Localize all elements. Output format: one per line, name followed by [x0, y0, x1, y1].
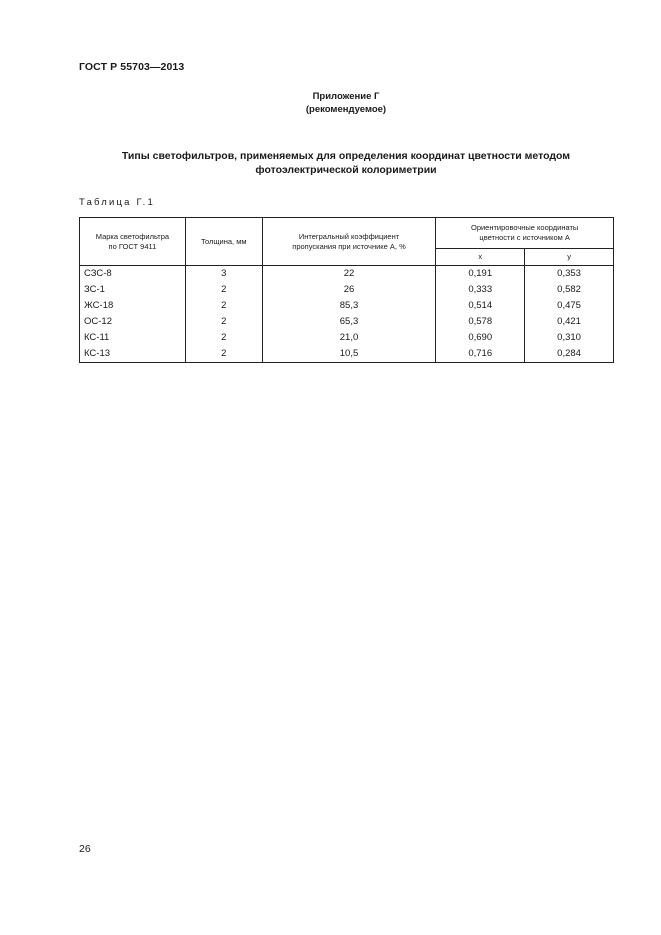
cell-brand: ЖС-18 — [80, 298, 186, 314]
appendix-title: Приложение Г — [312, 91, 380, 102]
table-row — [80, 282, 614, 298]
title-line-1: Типы светофильтров, применяемых для определения координат цветности методом — [121, 150, 571, 162]
cell-brand: ОС-12 — [80, 314, 186, 330]
cell-transmittance: 22 — [262, 266, 436, 283]
header-thickness: Толщина, мм — [185, 218, 262, 266]
cell-thickness: 2 — [185, 282, 262, 298]
cell-y: 0,582 — [525, 282, 614, 298]
title-line-2: фотоэлектрической колориметрии — [255, 164, 437, 176]
table-header — [80, 218, 614, 266]
header-transmittance-line-2: пропускания при источнике A, % — [292, 241, 406, 251]
header-x: x — [436, 249, 525, 266]
appendix-heading — [0, 90, 661, 116]
cell-transmittance: 65,3 — [262, 314, 436, 330]
table-row — [80, 330, 614, 346]
header-coordinates — [436, 218, 614, 249]
cell-y: 0,475 — [525, 298, 614, 314]
document-title — [0, 149, 661, 177]
cell-transmittance: 26 — [262, 282, 436, 298]
cell-y: 0,310 — [525, 330, 614, 346]
cell-transmittance: 21,0 — [262, 330, 436, 346]
cell-brand: КС-11 — [80, 330, 186, 346]
cell-x: 0,578 — [436, 314, 525, 330]
cell-y: 0,421 — [525, 314, 614, 330]
cell-x: 0,690 — [436, 330, 525, 346]
header-brand-line-1: Марка светофильтра — [95, 231, 170, 241]
cell-transmittance: 10,5 — [262, 346, 436, 363]
cell-brand: КС-13 — [80, 346, 186, 363]
cell-y: 0,353 — [525, 266, 614, 283]
cell-thickness: 2 — [185, 330, 262, 346]
cell-thickness: 3 — [185, 266, 262, 283]
header-coordinates-line-1: Ориентировочные координаты — [470, 223, 579, 232]
cell-thickness: 2 — [185, 346, 262, 363]
page-number: 26 — [79, 843, 91, 855]
table-row — [80, 266, 614, 283]
header-brand — [80, 218, 186, 266]
header-y: y — [525, 249, 614, 266]
cell-brand: ЗС-1 — [80, 282, 186, 298]
appendix-status: (рекомендуемое) — [305, 104, 387, 115]
table-caption: Таблица Г.1 — [79, 197, 155, 208]
header-transmittance — [262, 218, 436, 266]
cell-x: 0,191 — [436, 266, 525, 283]
table-row — [80, 314, 614, 330]
cell-y: 0,284 — [525, 346, 614, 363]
cell-thickness: 2 — [185, 314, 262, 330]
table-body — [80, 266, 614, 363]
header-transmittance-line-1: Интегральный коэффициент — [298, 231, 400, 241]
cell-brand: СЗС-8 — [80, 266, 186, 283]
standard-header: ГОСТ Р 55703—2013 — [79, 61, 185, 73]
cell-thickness: 2 — [185, 298, 262, 314]
header-coordinates-line-2: цветности с источником A — [479, 233, 570, 242]
cell-transmittance: 85,3 — [262, 298, 436, 314]
filter-table — [79, 217, 614, 363]
cell-x: 0,514 — [436, 298, 525, 314]
cell-x: 0,333 — [436, 282, 525, 298]
header-brand-line-2: по ГОСТ 9411 — [108, 241, 157, 251]
table-row — [80, 346, 614, 363]
table-row — [80, 298, 614, 314]
cell-x: 0,716 — [436, 346, 525, 363]
